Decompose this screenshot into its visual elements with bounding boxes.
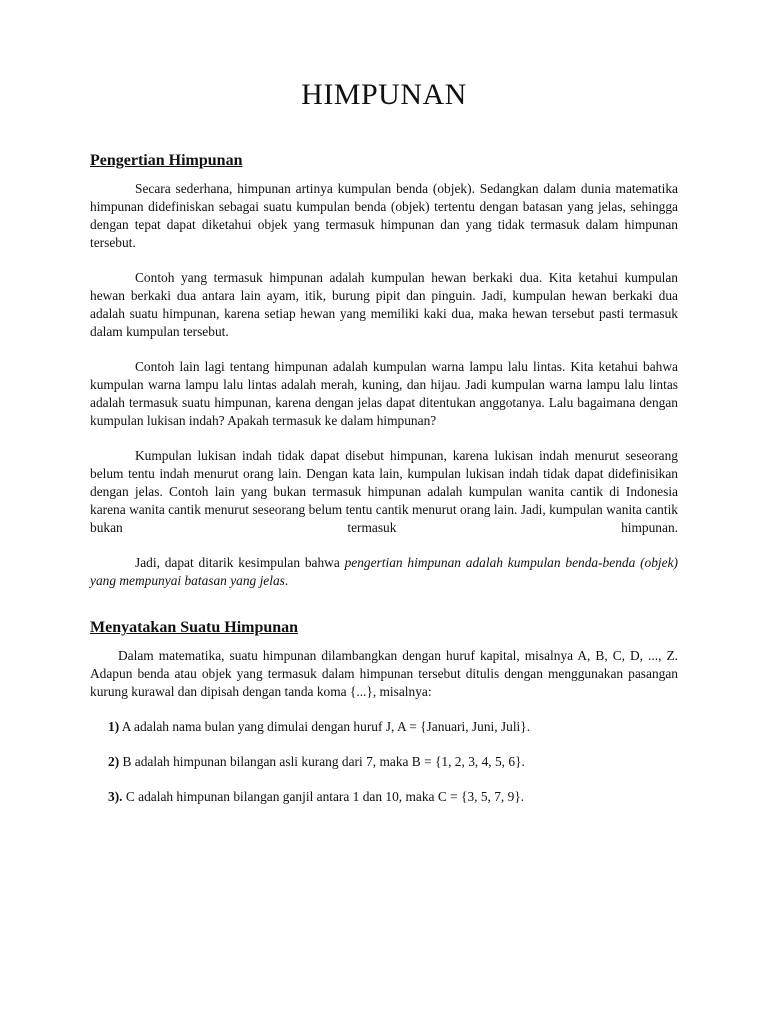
page-title: HIMPUNAN — [301, 78, 467, 111]
list-text: C adalah himpunan bilangan ganjil antara 1 dan 10, maka C = {3, 5, 7, 9}. — [122, 789, 525, 804]
list-text: B adalah himpunan bilangan asli kurang dari 7, maka B = {1, 2, 3, 4, 5, 6}. — [119, 754, 525, 769]
list-item — [90, 753, 678, 771]
section-spacer — [90, 607, 678, 619]
section-heading-menyatakan: Menyatakan Suatu Himpunan — [90, 619, 299, 636]
list-number: 2) — [108, 754, 120, 769]
paragraph-4: Kumpulan lukisan indah tidak dapat disebut himpunan, karena lukisan indah menurut seseorang belum tentu indah menurut orang lain. Dengan kata lain, kumpulan lukisan indah tidak dapat didefinisikan dengan jelas. Contoh lain yang bukan termasuk himpunan adalah kumpulan wanita cantik di Indonesia karena wanita cantik menurut seseorang belum tentu cantik menurut orang lain. Jadi, kumpulan wanita cantik bukan termasuk himpunan. — [90, 448, 678, 535]
paragraph-1: Secara sederhana, himpunan artinya kumpulan benda (objek). Sedangkan dalam dunia matematika himpunan didefiniskan sebagai suatu kumpulan benda (objek) tertentu dengan batasan yang jelas, sehingga dengan tepat dapat diketahui objek yang termasuk himpunan dan yang tidak termasuk dalam himpunan tersebut. — [90, 181, 678, 250]
paragraph-3: Contoh lain lagi tentang himpunan adalah kumpulan warna lampu lalu lintas. Kita ketahui bahwa kumpulan warna lampu lalu lintas adalah merah, kuning, dan hijau. Jadi kumpulan warna lampu lalu lintas adalah termasuk suatu himpunan, karena dengan jelas dapat ditentukan anggotanya. Lalu bagaimana dengan kumpulan lukisan indah? Apakah termasuk ke dalam himpunan? — [90, 359, 678, 428]
list-item — [90, 718, 678, 736]
list-text: A adalah nama bulan yang dimulai dengan huruf J, A = {Januari, Juni, Juli}. — [119, 719, 531, 734]
list-number: 1) — [108, 719, 120, 734]
paragraph-2: Contoh yang termasuk himpunan adalah kumpulan hewan berkaki dua. Kita ketahui kumpulan hewan berkaki dua antara lain ayam, itik, burung pipit dan pinguin. Jadi, kumpulan hewan berkaki dua adalah suatu himpunan, karena setiap hewan yang memiliki kaki dua, maka hewan tersebut pasti termasuk dalam kumpulan tersebut. — [90, 270, 678, 339]
conclusion-lead: Jadi, dapat ditarik kesimpulan bahwa — [135, 555, 345, 570]
paragraph-5 — [90, 554, 678, 590]
paragraph-6: Dalam matematika, suatu himpunan dilambangkan dengan huruf kapital, misalnya A, B, C, D, ..., Z. Adapun benda atau objek yang termasuk dalam himpunan tersebut ditulis dengan menggunakan pasangan kurung kurawal dan dipisah dengan tanda koma {...}, misalnya: — [90, 648, 678, 699]
list-item — [90, 788, 678, 806]
conclusion-definition: pengertian himpunan adalah kumpulan benda-benda (objek) yang mempunyai batasan yang jelas — [90, 555, 678, 588]
section-heading-pengertian: Pengertian Himpunan — [90, 152, 243, 169]
list-number: 3). — [108, 789, 123, 804]
conclusion-end: . — [284, 573, 289, 588]
